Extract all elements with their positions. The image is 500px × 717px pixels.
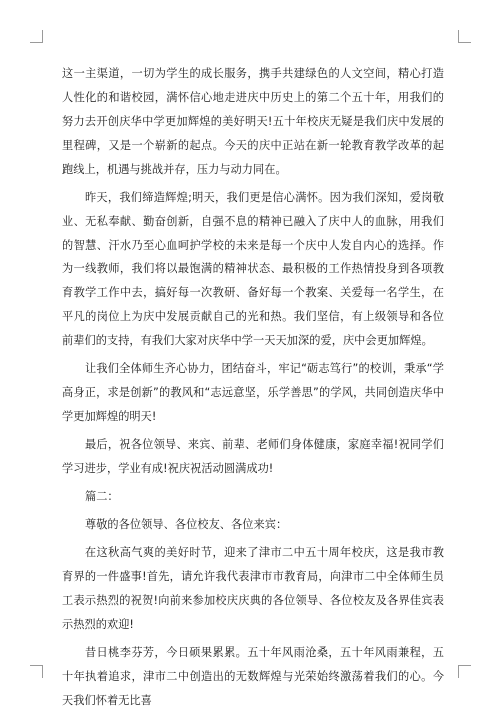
- salutation: 尊敬的各位领导、各位校友、各位来宾：: [84, 518, 288, 532]
- paragraph: 昨天，我们缔造辉煌;明天，我们更是信心满怀。因为我们深知，爱岗敬业、无私奉献、勤奋创新，自强不息的精神已融入了庆中人的血脉，用我们的智慧、汗水乃至心血呵护学校的未来是每一个庆中人发自内心的选择。作为一线教师，我们将以最饱满的精神状态、最积极的工作热情投身到各项教育教学工作中去，搞好每一次教研、备好每一个教案、关爱每一名学生，在平凡的岗位上为庆中发展贡献自己的光和热。我们坚信，有上级领导和各位前辈们的支持，有我们大家对庆华中学一天天加深的爱，庆中会更加辉煌。: [62, 190, 444, 348]
- document-body: [62, 62, 444, 717]
- crop-mark-bottom-right: [458, 665, 471, 678]
- paragraph: 最后，祝各位领导、来宾、前辈、老师们身体健康，家庭幸福!祝同学们学习进步，学业有成!祝庆祝活动圆满成功!: [62, 438, 444, 476]
- paragraph: 这一主渠道，一切为学生的成长服务，携手共建绿色的人文空间，精心打造人性化的和谐校园，满怀信心地走进庆中历史上的第二个五十年，用我们的努力去开创庆华中学更加辉煌的美好明天!五十年校庆无疑是我们庆中发展的里程碑，又是一个崭新的起点。今天的庆中正站在新一轮教育教学改革的起跑线上，机遇与挑战并存，压力与动力同在。: [62, 67, 444, 176]
- crop-mark-bottom-left: [30, 665, 43, 678]
- paragraph: 让我们全体师生齐心协力，团结奋斗，牢记“砺志笃行”的校训，秉承“学高身正，求是创新”的教风和“志远意坚，乐学善思”的学风，共同创造庆华中学更加辉煌的明天!: [62, 362, 444, 424]
- paragraph: 在这秋高气爽的美好时节，迎来了津市二中五十周年校庆，这是我市教育界的一件盛事!首先，请允许我代表津市市教育局，向津市二中全体师生员工表示热烈的祝贺!向前来参加校庆庆典的各位领导、各位校友及各界佳宾表示热烈的欢迎!: [62, 546, 444, 632]
- paragraph: 昔日桃李芬芳，今日硕果累累。五十年风雨沧桑，五十年风雨兼程，五十年执着追求，津市二中创造出的无数辉煌与光荣始终激荡着我们的心。今天我们怀着无比喜: [62, 646, 444, 707]
- crop-mark-top-left: [30, 30, 43, 43]
- section-heading: 篇二：: [84, 490, 119, 504]
- crop-mark-top-right: [458, 30, 471, 43]
